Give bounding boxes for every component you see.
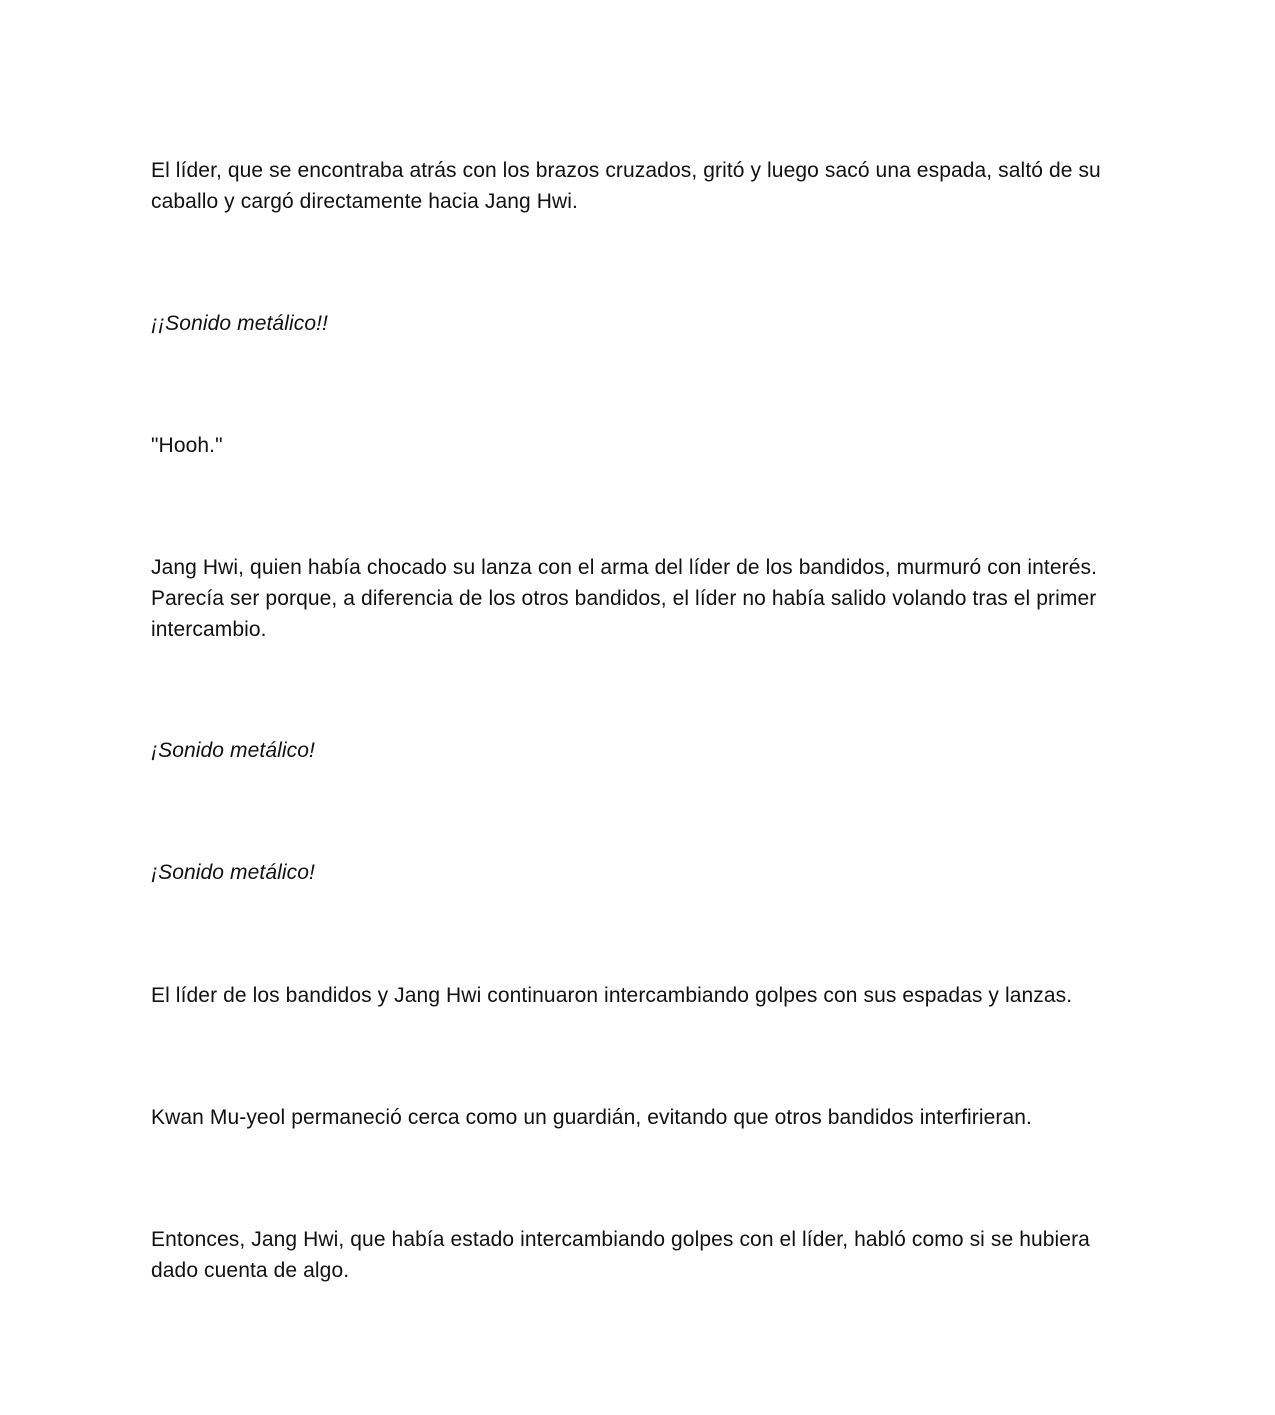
paragraph-leader-charges: El líder, que se encontraba atrás con los brazos cruzados, gritó y luego sacó una espada, saltó de su caballo y cargó directamente hacia Jang Hwi. — [151, 159, 1101, 213]
paragraph-metal-sound-2: ¡Sonido metálico! — [151, 739, 315, 762]
paragraph-metal-sound-1: ¡¡Sonido metálico!! — [151, 312, 328, 335]
paragraph-metal-sound-3: ¡Sonido metálico! — [151, 861, 315, 884]
paragraph-kwan-mu-yeol: Kwan Mu-yeol permaneció cerca como un guardián, evitando que otros bandidos interfirieran. — [151, 1106, 1032, 1129]
paragraph-jang-hwi-murmur: Jang Hwi, quien había chocado su lanza con el arma del líder de los bandidos, murmuró con interés. Parecía ser porque, a diferencia de los otros bandidos, el líder no había salido volando tras el primer intercambio. — [151, 556, 1098, 641]
paragraph-hooh: "Hooh." — [151, 434, 223, 457]
paragraph-exchange-blows: El líder de los bandidos y Jang Hwi continuaron intercambiando golpes con sus espadas y lanzas. — [151, 984, 1073, 1007]
paragraph-jang-hwi-realizes: Entonces, Jang Hwi, que había estado intercambiando golpes con el líder, habló como si se hubiera dado cuenta de algo. — [151, 1228, 1090, 1282]
